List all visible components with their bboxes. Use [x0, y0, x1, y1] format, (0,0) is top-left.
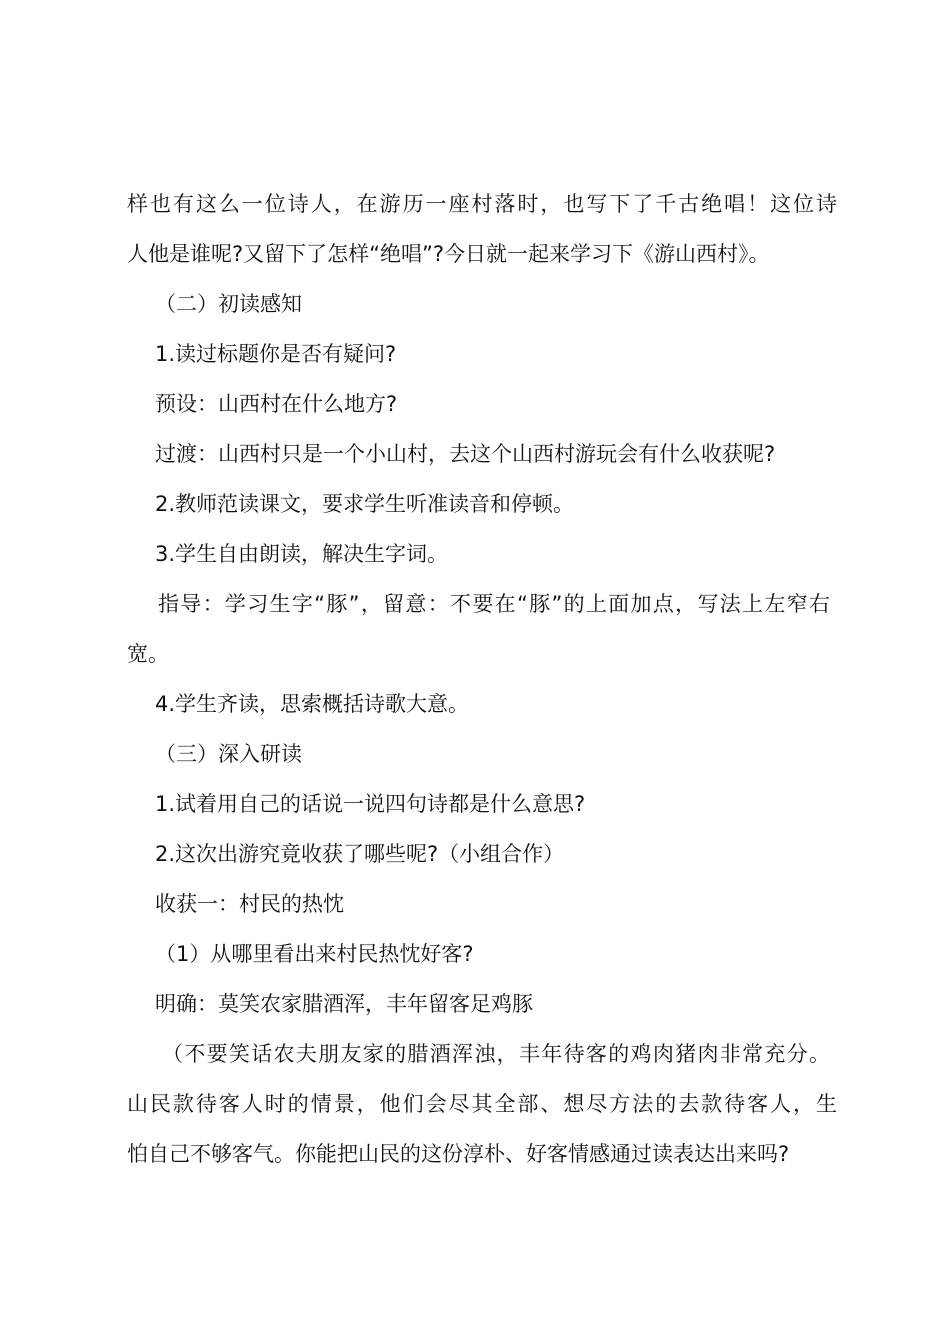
paragraph-line: 2.这次出游究竟收获了哪些呢?（小组合作）: [155, 842, 565, 866]
paragraph-line: 宽。: [127, 642, 169, 666]
paragraph-line: 1.读过标题你是否有疑问?: [155, 342, 397, 366]
paragraph-line: 预设：山西村在什么地方?: [155, 392, 398, 416]
paragraph-line: 样也有这么一位诗人，在游历一座村落时，也写下了千古绝唱！这位诗: [127, 192, 837, 216]
paragraph-line: 怕自己不够客气。你能把山民的这份淳朴、好客情感通过读表达出来吗?: [127, 1142, 790, 1166]
paragraph-line: 4.学生齐读，思索概括诗歌大意。: [155, 692, 470, 716]
paragraph-line: 1.试着用自己的话说一说四句诗都是什么意思?: [155, 792, 586, 816]
paragraph-line: 明确：莫笑农家腊酒浑，丰年留客足鸡豚: [155, 992, 533, 1016]
section-heading: （二）初读感知: [155, 292, 302, 316]
paragraph-line: 过渡：山西村只是一个小山村，去这个山西村游玩会有什么收获呢?: [155, 442, 776, 466]
paragraph-line: 3.学生自由朗读，解决生字词。: [155, 542, 449, 566]
paragraph-line: 收获一：村民的热忱: [155, 892, 344, 916]
paragraph-line: 2.教师范读课文，要求学生听准读音和停顿。: [155, 492, 575, 516]
paragraph-line: 指导：学习生字“豚”，留意：不要在“豚”的上面加点，写法上左窄右: [158, 592, 830, 616]
paragraph-line: 人他是谁呢?又留下了怎样“绝唱”?今日就一起来学习下《游山西村》。: [127, 242, 770, 266]
paragraph-line: （1）从哪里看出来村民热忱好客?: [155, 942, 474, 966]
paragraph-line: 山民款待客人时的情景，他们会尽其全部、想尽方法的去款待客人，生: [127, 1092, 837, 1116]
paragraph-line: （不要笑话农夫朋友家的腊酒浑浊，丰年待客的鸡肉猪肉非常充分。: [162, 1042, 830, 1066]
section-heading: （三）深入研读: [155, 742, 302, 766]
